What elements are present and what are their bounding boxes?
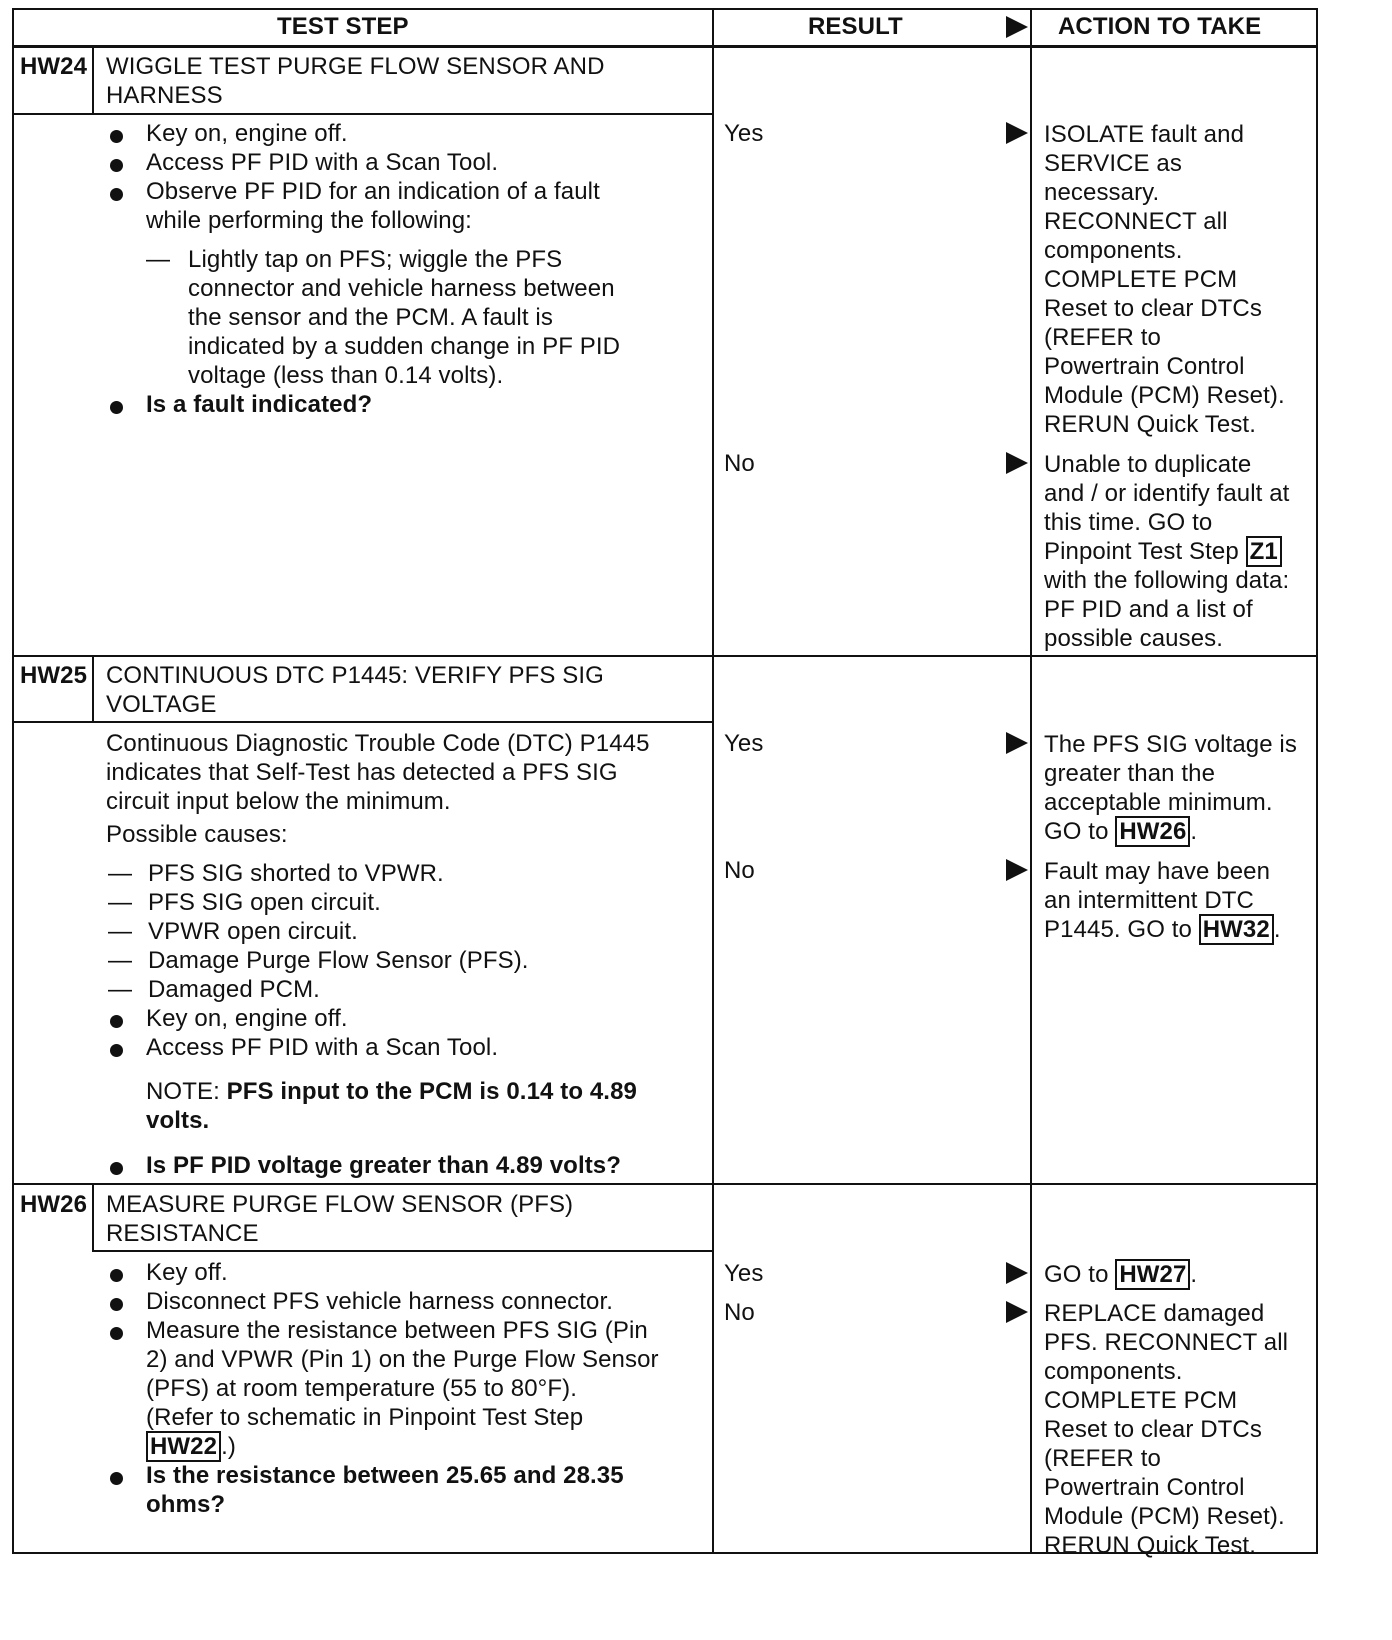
step-text: Disconnect PFS vehicle harness connector. [146,1288,614,1315]
action-text: RERUN Quick Test. [1044,1532,1256,1559]
dash-glyph: — [108,918,133,945]
title-underline-hw24 [12,113,714,115]
action-text: Powertrain Control [1044,353,1245,380]
title-underline-hw26 [92,1250,714,1252]
note-text: volts. [146,1107,210,1134]
dash-glyph: — [108,889,133,916]
action-text: with the following data: [1044,567,1290,594]
step-title-line: MEASURE PURGE FLOW SENSOR (PFS) [106,1191,574,1218]
id-cell-line-hw26 [92,1185,94,1252]
ref-hw32-link[interactable]: HW32 [1199,914,1274,945]
step-title-line: RESISTANCE [106,1220,259,1247]
action-text: Pinpoint Test Step [1044,538,1239,565]
step-question: ohms? [146,1491,226,1518]
step-text: voltage (less than 0.14 volts). [188,362,504,389]
action-column-line [1030,8,1032,1554]
action-text: Unable to duplicate [1044,451,1252,478]
action-text: (REFER to [1044,324,1161,351]
step-text: indicates that Self-Test has detected a PFS SIG [106,759,618,786]
action-text: Fault may have been [1044,858,1271,885]
step-title-line: WIGGLE TEST PURGE FLOW SENSOR AND [106,53,605,80]
action-text: RERUN Quick Test. [1044,411,1256,438]
step-text: Access PF PID with a Scan Tool. [146,149,499,176]
step-text: Access PF PID with a Scan Tool. [146,1034,499,1061]
id-cell-line-hw24 [92,48,94,115]
arrow-icon [1006,1301,1028,1323]
step-id-hw24: HW24 [20,53,88,80]
ref-hw27-link[interactable]: HW27 [1115,1259,1190,1290]
cause-item: VPWR open circuit. [148,918,358,945]
action-text: PFS. RECONNECT all [1044,1329,1289,1356]
step-title-line: CONTINUOUS DTC P1445: VERIFY PFS SIG [106,662,604,689]
step-text: Key on, engine off. [146,120,348,147]
step-text: Key on, engine off. [146,1005,348,1032]
arrow-icon [1006,859,1028,881]
header-test-step: TEST STEP [277,13,409,40]
result-no: No [724,450,755,477]
cause-item: PFS SIG shorted to VPWR. [148,860,444,887]
bullet-icon [110,1015,123,1028]
action-text: components. [1044,1358,1183,1385]
action-text-with-ref: P1445. GO to HW32 . [1044,916,1281,943]
result-yes: Yes [724,1260,764,1287]
row-divider-hw25 [12,655,1318,657]
header-divider [12,45,1318,48]
action-text: RECONNECT all [1044,208,1228,235]
result-column-line [712,8,714,1554]
step-text: Measure the resistance between PFS SIG (Pin [146,1317,648,1344]
step-text: 2) and VPWR (Pin 1) on the Purge Flow Sensor [146,1346,659,1373]
action-text: COMPLETE PCM [1044,266,1238,293]
bullet-icon [110,188,123,201]
action-text: Reset to clear DTCs [1044,1416,1262,1443]
action-text: GO to [1044,818,1109,845]
ref-hw22-link[interactable]: HW22 [146,1431,221,1462]
step-text: Key off. [146,1259,228,1286]
note-text: PFS input to the PCM is 0.14 to 4.89 [226,1078,637,1105]
bullet-icon [110,1472,123,1485]
step-title-line: VOLTAGE [106,691,217,718]
dash-glyph: — [146,246,171,273]
cause-item: Damage Purge Flow Sensor (PFS). [148,947,529,974]
step-question: Is the resistance between 25.65 and 28.35 [146,1462,624,1489]
action-text: PF PID and a list of [1044,596,1253,623]
action-text: acceptable minimum. [1044,789,1273,816]
step-text: Continuous Diagnostic Trouble Code (DTC) P1445 [106,730,650,757]
bullet-icon [110,1327,123,1340]
result-yes: Yes [724,730,764,757]
action-text: SERVICE as [1044,150,1182,177]
step-text: while performing the following: [146,207,472,234]
step-text: (PFS) at room temperature (55 to 80°F). [146,1375,577,1402]
ref-line: HW22 .) [146,1432,236,1462]
title-underline-hw25 [12,721,714,723]
note-label: NOTE: [146,1078,220,1105]
step-text: Lightly tap on PFS; wiggle the PFS [188,246,563,273]
action-text: The PFS SIG voltage is [1044,731,1297,758]
action-text: Powertrain Control [1044,1474,1245,1501]
action-text: REPLACE damaged [1044,1300,1265,1327]
action-text: Reset to clear DTCs [1044,295,1262,322]
row-divider-hw26 [12,1183,1318,1185]
action-text: P1445. GO to [1044,916,1192,943]
step-text: connector and vehicle harness between [188,275,615,302]
step-question: Is PF PID voltage greater than 4.89 volts? [146,1152,622,1179]
step-text: circuit input below the minimum. [106,788,451,815]
step-title-line: HARNESS [106,82,223,109]
bullet-icon [110,1298,123,1311]
step-text: indicated by a sudden change in PF PID [188,333,621,360]
result-no: No [724,1299,755,1326]
table-border-right [1316,8,1318,1554]
result-yes: Yes [724,120,764,147]
header-arrow-icon [1006,16,1028,38]
arrow-icon [1006,732,1028,754]
action-text: greater than the [1044,760,1216,787]
action-text: necessary. [1044,179,1160,206]
header-result: RESULT [808,13,903,40]
step-question: Is a fault indicated? [146,391,373,418]
result-no: No [724,857,755,884]
header-action: ACTION TO TAKE [1058,13,1262,40]
bullet-icon [110,401,123,414]
ref-hw26-link[interactable]: HW26 [1115,816,1190,847]
action-text: COMPLETE PCM [1044,1387,1238,1414]
bullet-icon [110,1162,123,1175]
ref-z1-link[interactable]: Z1 [1246,536,1282,567]
bullet-icon [110,1269,123,1282]
arrow-icon [1006,122,1028,144]
table-border-left [12,8,14,1554]
step-text: Possible causes: [106,821,288,848]
action-text: and / or identify fault at [1044,480,1290,507]
table-border-top [12,8,1318,10]
action-text: possible causes. [1044,625,1224,652]
action-text-with-ref: GO to HW26 . [1044,818,1198,845]
step-text: (Refer to schematic in Pinpoint Test Step [146,1404,584,1431]
action-text: an intermittent DTC [1044,887,1254,914]
dash-glyph: — [108,860,133,887]
diagnostic-table [12,8,1380,1632]
step-text: the sensor and the PCM. A fault is [188,304,553,331]
cause-item: Damaged PCM. [148,976,320,1003]
action-text: Module (PCM) Reset). [1044,382,1285,409]
step-id-hw25: HW25 [20,662,88,689]
bullet-icon [110,159,123,172]
step-id-hw26: HW26 [20,1191,88,1218]
action-text-with-ref [1044,537,1282,567]
arrow-icon [1006,1262,1028,1284]
action-text: Module (PCM) Reset). [1044,1503,1285,1530]
action-text: this time. GO to [1044,509,1213,536]
dash-glyph: — [108,976,133,1003]
action-text: ISOLATE fault and [1044,121,1245,148]
action-text-with-ref: GO to HW27 . [1044,1261,1198,1288]
step-text: Observe PF PID for an indication of a fault [146,178,600,205]
action-text: (REFER to [1044,1445,1161,1472]
dash-glyph: — [108,947,133,974]
action-text: components. [1044,237,1183,264]
arrow-icon [1006,452,1028,474]
bullet-icon [110,1044,123,1057]
id-cell-line-hw25 [92,657,94,723]
cause-item: PFS SIG open circuit. [148,889,381,916]
note-line [146,1077,637,1107]
action-text: GO to [1044,1261,1109,1288]
bullet-icon [110,130,123,143]
